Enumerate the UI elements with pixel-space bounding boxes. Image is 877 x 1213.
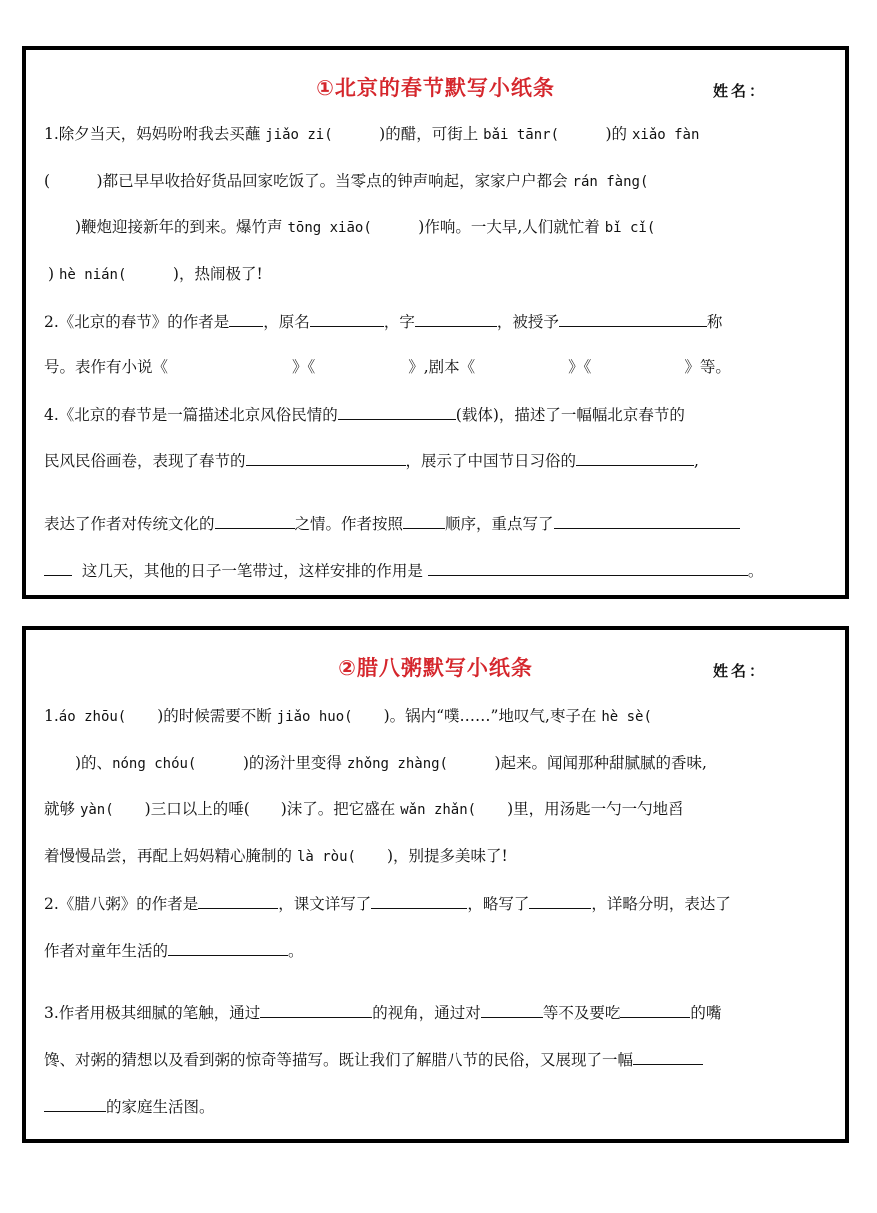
question-line: 3.作者用极其细腻的笔触，通过 的视角，通过对 等不及要吃 的嘴 [44,1001,721,1024]
answer-blank[interactable] [44,1095,106,1112]
question-line: 4.《北京的春节是一篇描述北京风俗民情的 (载体)，描述了一幅幅北京春节的 [44,403,685,426]
name-label: 姓名： [712,662,767,680]
answer-blank[interactable] [633,1048,703,1065]
question-line: 2.《腊八粥》的作者是 ，课文详写了 ，略写了 ，详略分明，表达了 [44,892,731,915]
answer-blank[interactable] [246,449,406,466]
question-line: 的家庭生活图。 [44,1095,215,1118]
question-line: 作者对童年生活的 。 [44,939,304,962]
answer-blank[interactable] [481,1001,543,1018]
answer-blank[interactable] [310,310,384,327]
answer-blank[interactable] [620,1001,690,1018]
name-label: 姓名： [712,82,767,100]
question-line: )鞭炮迎接新年的到来。爆竹声 tōng xiāo( )作响。一大早,人们就忙着 bǐ cǐ( [44,218,656,236]
question-line: 馋、对粥的猜想以及看到粥的惊奇等描写。既让我们了解腊八节的民俗，又展现了一幅 [44,1048,703,1071]
answer-blank[interactable] [559,310,707,327]
answer-blank[interactable] [44,559,72,576]
answer-blank[interactable] [529,892,591,909]
question-line: 民风民俗画卷，表现了春节的 ，展示了中国节日习俗的 , [44,449,699,472]
card-title: ①北京的春节默写小纸条 [316,76,555,100]
answer-blank[interactable] [554,512,740,529]
question-line: 2.《北京的春节》的作者是 ，原名 ，字 ，被授予 称 [44,310,722,333]
question-line: ) hè nián( )，热闹极了! [48,265,263,283]
answer-blank[interactable] [168,939,288,956]
question-line: 着慢慢品尝，再配上妈妈精心腌制的 là ròu( )，别提多美味了! [44,847,508,865]
answer-blank[interactable] [198,892,278,909]
answer-blank[interactable] [371,892,467,909]
question-line: 表达了作者对传统文化的 之情。作者按照 顺序，重点写了 [44,512,740,535]
answer-blank[interactable] [229,310,263,327]
answer-blank[interactable] [428,559,748,576]
question-line: ( )都已早早收拾好货品回家吃饭了。当零点的钟声响起，家家户户都会 rán fàng( [44,172,649,190]
question-line: 这几天，其他的日子一笔带过，这样安排的作用是 。 [44,559,763,582]
worksheet-card-2 [22,626,849,1143]
card-title: ②腊八粥默写小纸条 [338,656,533,680]
answer-blank[interactable] [576,449,694,466]
question-line: )的、nóng chóu( )的汤汁里变得 zhǒng zhàng( )起来。闻闻那种甜腻腻的香味, [44,754,707,772]
answer-blank[interactable] [260,1001,372,1018]
answer-blank[interactable] [338,403,456,420]
answer-blank[interactable] [403,512,445,529]
worksheet-card-1 [22,46,849,599]
answer-blank[interactable] [415,310,497,327]
question-line: 就够 yàn( )三口以上的唾( )沫了。把它盛在 wǎn zhǎn( )里，用汤匙一勺一勺地舀 [44,800,684,818]
answer-blank[interactable] [215,512,295,529]
question-line: 1.áo zhōu( )的时候需要不断 jiǎo huo( )。锅内“噗……”地叹气,枣子在 hè sè( [44,707,652,725]
question-line: 号。表作有小说《 》《 》,剧本《 》《 》等。 [44,358,731,376]
question-line: 1.除夕当天，妈妈吩咐我去买蘸 jiǎo zi( )的醋，可街上 bǎi tānr( )的 xiǎo fàn [44,125,700,143]
